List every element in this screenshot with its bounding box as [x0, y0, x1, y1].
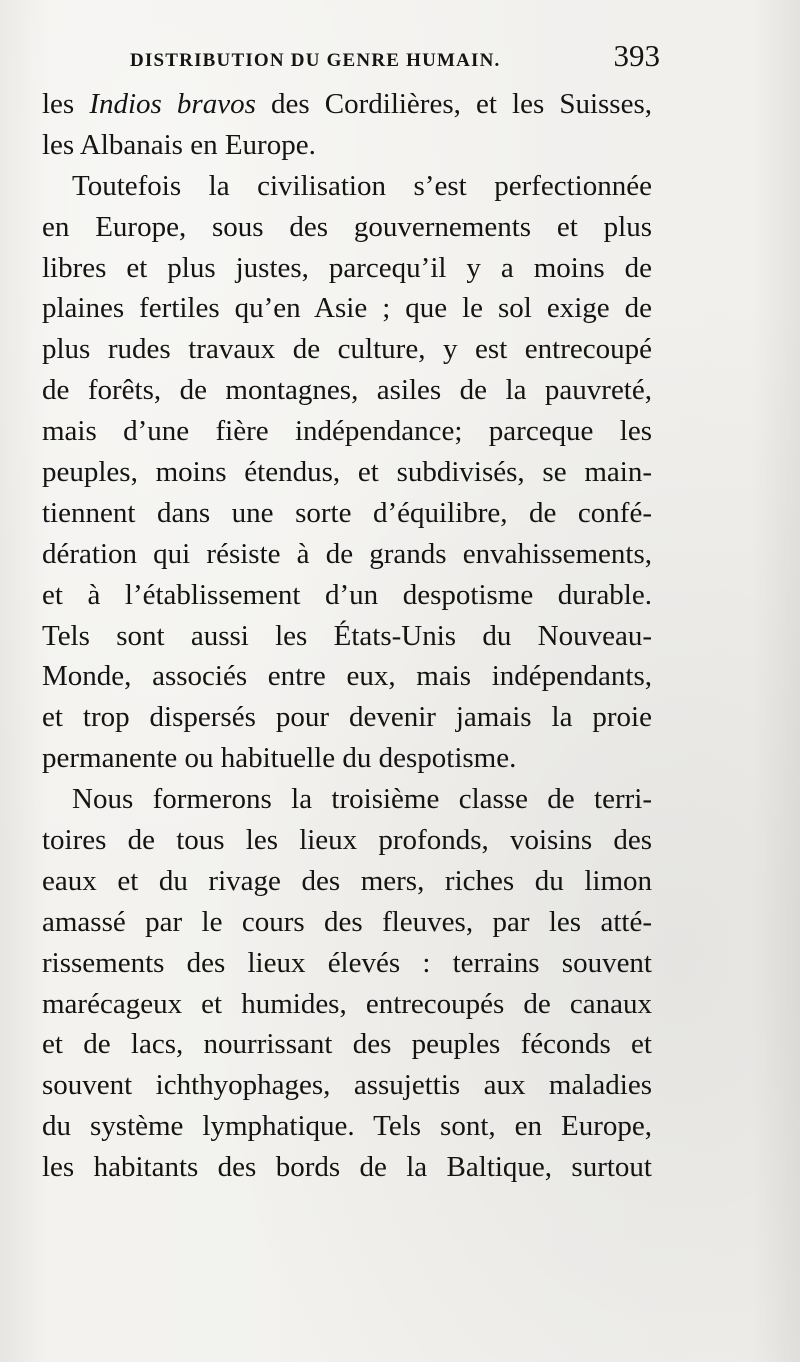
text-segment: des Cordilières, et les Suisses, — [255, 88, 652, 120]
text-lines — [42, 125, 652, 1188]
text-line: les Albanais en Europe. — [42, 128, 316, 161]
text-line: plus rudes travaux de culture, y est entrecoupé — [42, 333, 652, 366]
text-line: de forêts, de montagnes, asiles de la pauvreté, — [42, 374, 652, 407]
text-line: eaux et du rivage des mers, riches du limon — [42, 864, 652, 897]
text-line: mais d’une fière indépendance; parceque les — [42, 415, 652, 448]
text-line: du système lymphatique. Tels sont, en Europe, — [42, 1110, 652, 1143]
text-line: les habitants des bords de la Baltique, surtout — [42, 1151, 652, 1184]
running-head: DISTRIBUTION DU GENRE HUMAIN. — [130, 50, 501, 71]
italic-phrase: Indios bravos — [89, 88, 256, 120]
text-line: Toutefois la civilisation s’est perfectionnée — [72, 169, 652, 202]
text-line: permanente ou habituelle du despotisme. — [42, 742, 517, 775]
text-line: peuples, moins étendus, et subdivisés, se main- — [42, 456, 652, 489]
text-line: marécageux et humides, entrecoupés de canaux — [42, 987, 652, 1020]
text-line: et de lacs, nourrissant des peuples féconds et — [42, 1028, 652, 1061]
text-line: souvent ichthyophages, assujettis aux maladies — [42, 1069, 652, 1102]
text-line: et trop dispersés pour devenir jamais la proie — [42, 701, 652, 734]
text-line: toires de tous les lieux profonds, voisins des — [42, 824, 652, 857]
text-line: dération qui résiste à de grands envahissements, — [42, 537, 652, 570]
page-number: 393 — [613, 38, 660, 73]
text-line: rissements des lieux élevés : terrains souvent — [42, 946, 652, 979]
text-line: libres et plus justes, parcequ’il y a moins de — [42, 251, 652, 284]
text-line — [42, 84, 652, 125]
text-line: et à l’établissement d’un despotisme durable. — [42, 578, 652, 611]
text-segment: les — [42, 88, 90, 120]
text-line: tiennent dans une sorte d’équilibre, de confé- — [42, 496, 652, 529]
page-header — [130, 38, 660, 78]
text-line: Nous formerons la troisième classe de terri- — [72, 783, 652, 816]
text-line: Monde, associés entre eux, mais indépendants, — [42, 660, 652, 693]
text-line: plaines fertiles qu’en Asie ; que le sol exige de — [42, 292, 652, 325]
text-line: Tels sont aussi les États-Unis du Nouveau- — [42, 619, 652, 652]
text-line: en Europe, sous des gouvernements et plus — [42, 210, 652, 243]
body-text — [42, 84, 652, 1214]
text-line: amassé par le cours des fleuves, par les atté- — [42, 905, 652, 938]
